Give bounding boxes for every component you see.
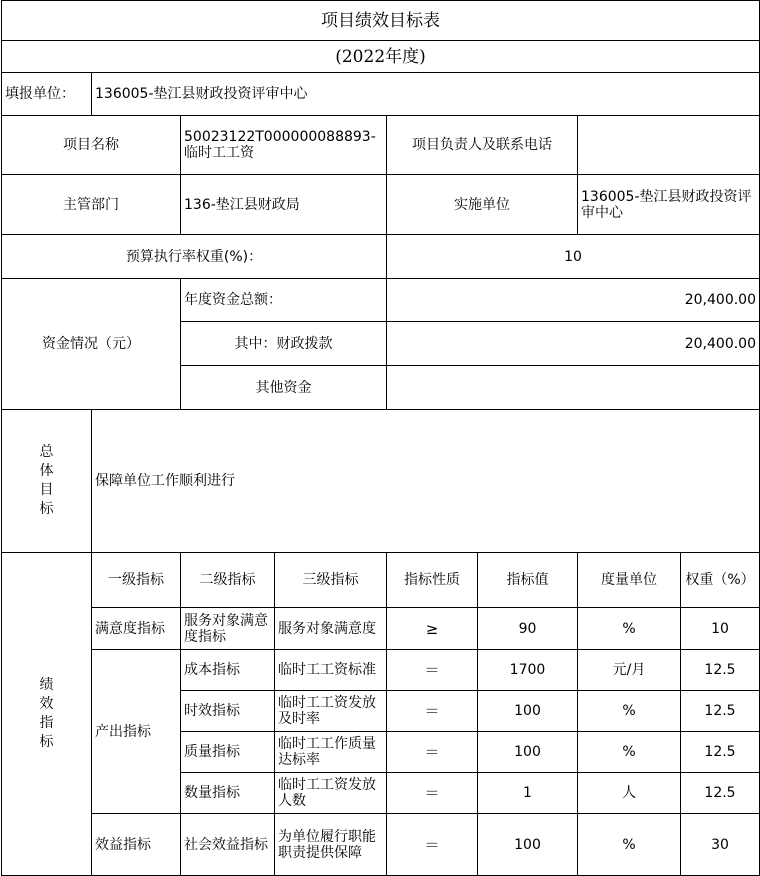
nature-cell: ＝	[387, 650, 478, 691]
project-contact-label: 项目负责人及联系电话	[387, 116, 578, 175]
reporting-unit-label: 填报单位：	[2, 73, 92, 116]
level3-cell: 临时工工资发放人数	[275, 773, 387, 814]
dept-label: 主管部门	[2, 175, 181, 235]
performance-char: 标	[39, 734, 54, 750]
header-level2: 二级指标	[181, 553, 275, 608]
header-level3: 三级指标	[275, 553, 387, 608]
nature-cell: ＝	[387, 773, 478, 814]
table-row	[2, 650, 760, 691]
table-row	[2, 814, 760, 876]
nature-cell: ≥	[387, 608, 478, 650]
unit-cell: %	[578, 732, 681, 773]
value-cell: 100	[478, 691, 578, 732]
value-cell: 1700	[478, 650, 578, 691]
reporting-unit-value: 136005-垫江县财政投资评审中心	[92, 73, 760, 116]
overall-goal-char: 标	[39, 501, 54, 517]
level2-cell: 社会效益指标	[181, 814, 275, 876]
group-output: 产出指标	[92, 650, 181, 814]
weight-cell: 12.5	[681, 732, 760, 773]
funds-other-value	[387, 366, 760, 410]
value-cell: 90	[478, 608, 578, 650]
unit-cell: 元/月	[578, 650, 681, 691]
nature-cell: ＝	[387, 691, 478, 732]
weight-cell: 30	[681, 814, 760, 876]
nature-cell: ＝	[387, 814, 478, 876]
funds-other-label: 其他资金	[181, 366, 387, 410]
value-cell: 100	[478, 814, 578, 876]
performance-label	[2, 553, 92, 876]
level2-cell: 时效指标	[181, 691, 275, 732]
group-satisfaction: 满意度指标	[92, 608, 181, 650]
overall-goal-text: 保障单位工作顺利进行	[92, 410, 760, 553]
impl-unit-label: 实施单位	[387, 175, 578, 235]
funds-fiscal-label: 其中：财政拨款	[181, 322, 387, 366]
table-year: (2022年度)	[2, 41, 760, 73]
header-value: 指标值	[478, 553, 578, 608]
weight-cell: 12.5	[681, 691, 760, 732]
project-name-label: 项目名称	[2, 116, 181, 175]
performance-char: 绩	[39, 677, 54, 693]
nature-cell: ＝	[387, 732, 478, 773]
level2-cell: 数量指标	[181, 773, 275, 814]
header-nature: 指标性质	[387, 553, 478, 608]
value-cell: 1	[478, 773, 578, 814]
overall-goal-label	[2, 410, 92, 553]
project-contact-value	[578, 116, 760, 175]
overall-goal-char: 目	[39, 482, 54, 498]
group-benefit: 效益指标	[92, 814, 181, 876]
level3-cell: 临时工工资发放及时率	[275, 691, 387, 732]
funds-total-value: 20,400.00	[387, 279, 760, 322]
table-title: 项目绩效目标表	[2, 1, 760, 41]
project-name-value: 50023122T000000088893-临时工工资	[181, 116, 387, 175]
level2-cell: 质量指标	[181, 732, 275, 773]
funds-label	[2, 279, 181, 410]
level3-cell: 服务对象满意度	[275, 608, 387, 650]
weight-cell: 12.5	[681, 650, 760, 691]
unit-cell: %	[578, 691, 681, 732]
unit-cell: %	[578, 608, 681, 650]
performance-goal-table	[1, 0, 760, 876]
level3-cell: 为单位履行职能职责提供保障	[275, 814, 387, 876]
dept-value: 136-垫江县财政局	[181, 175, 387, 235]
value-cell: 100	[478, 732, 578, 773]
performance-char: 指	[39, 715, 54, 731]
funds-total-label: 年度资金总额：	[181, 279, 387, 322]
weight-cell: 12.5	[681, 773, 760, 814]
overall-goal-char: 总	[39, 444, 54, 460]
header-weight: 权重（%）	[681, 553, 760, 608]
overall-goal-char: 体	[39, 463, 54, 479]
weight-cell: 10	[681, 608, 760, 650]
header-unit: 度量单位	[578, 553, 681, 608]
header-level1: 一级指标	[92, 553, 181, 608]
unit-cell: 人	[578, 773, 681, 814]
level2-cell: 成本指标	[181, 650, 275, 691]
performance-char: 效	[39, 696, 54, 712]
level2-cell: 服务对象满意度指标	[181, 608, 275, 650]
funds-fiscal-value: 20,400.00	[387, 322, 760, 366]
unit-cell: %	[578, 814, 681, 876]
level3-cell: 临时工工资标准	[275, 650, 387, 691]
funds-label-text: 资金情况（元）	[42, 336, 140, 352]
impl-unit-value: 136005-垫江县财政投资评审中心	[578, 175, 760, 235]
budget-weight-value: 10	[387, 235, 760, 279]
table-row	[2, 608, 760, 650]
budget-weight-label: 预算执行率权重(%)：	[2, 235, 387, 279]
level3-cell: 临时工工作质量达标率	[275, 732, 387, 773]
